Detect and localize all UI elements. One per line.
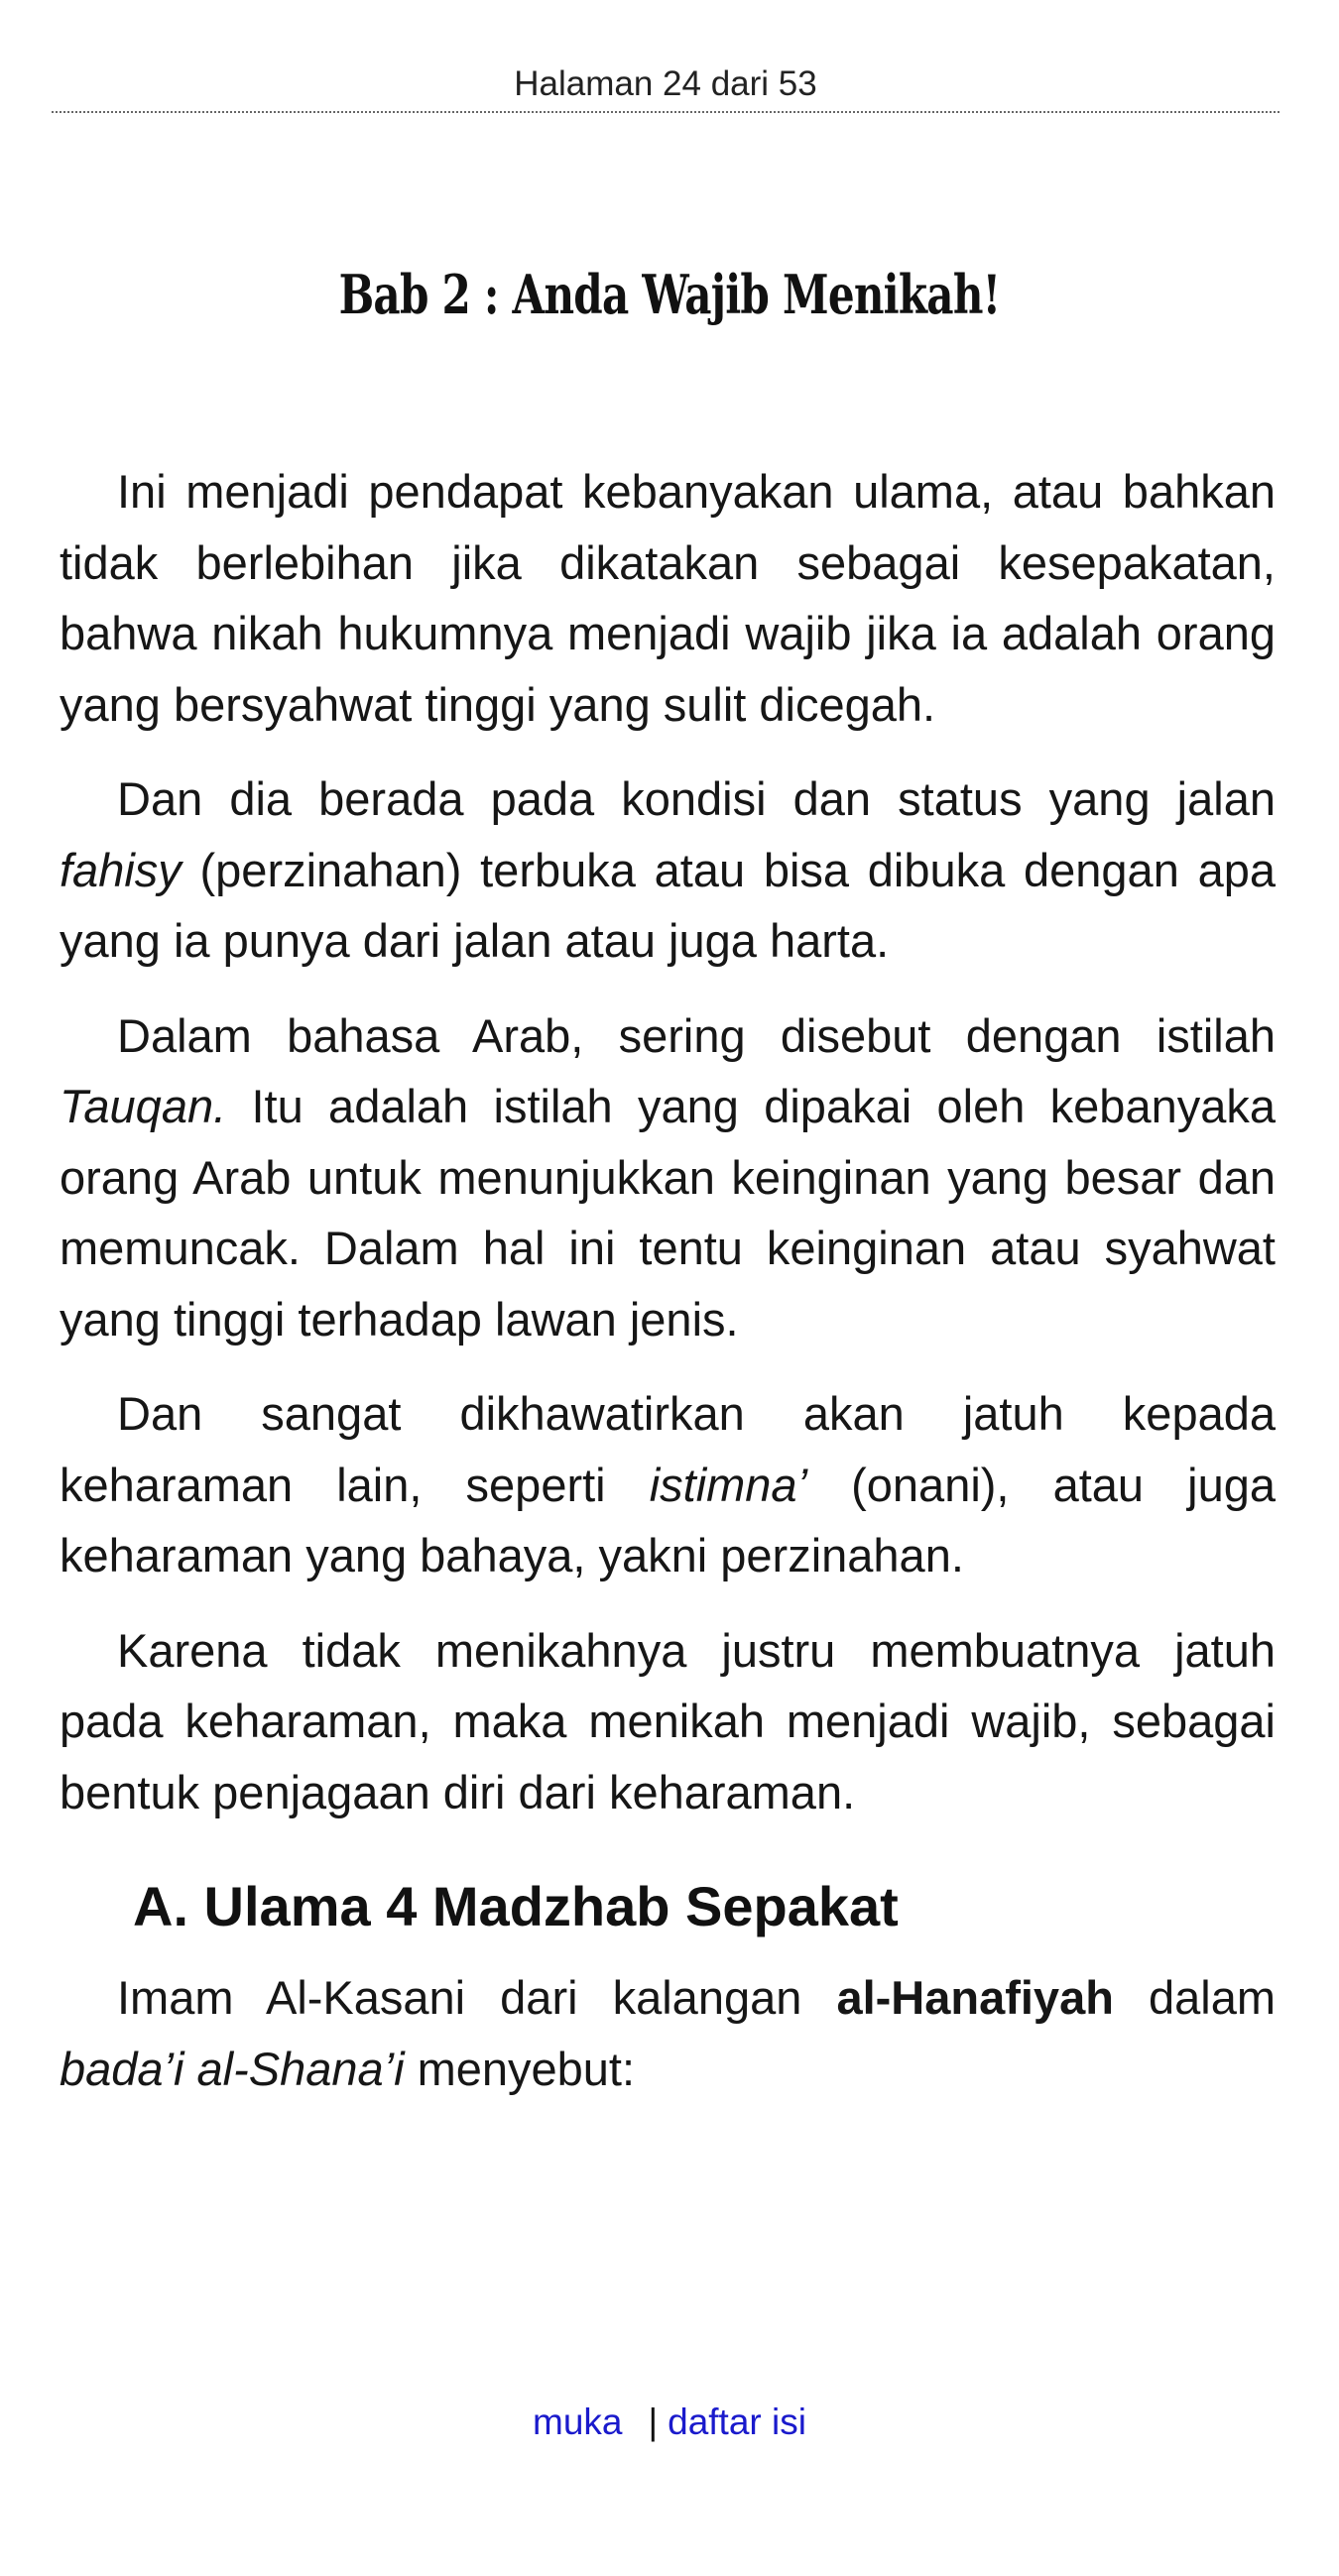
footer-separator: | (648, 2401, 659, 2442)
paragraph-2 (60, 763, 1276, 977)
page-number-label: Halaman 24 dari 53 (514, 64, 817, 103)
home-link[interactable]: muka (533, 2401, 623, 2442)
main-content (60, 456, 1276, 2104)
paragraph-2-text-end: (perzinahan) terbuka atau bisa dibuka dengan apa yang ia punya dari jalan atau juga harta. (60, 843, 1276, 967)
paragraph-4-text-end: (onani), atau juga keharaman yang bahaya, yakni perzinahan. (60, 1458, 1276, 1581)
paragraph-4 (60, 1378, 1276, 1591)
paragraph-3-text-end: Itu adalah istilah yang dipakai oleh kebanyaka orang Arab untuk menunjukkan keinginan yang besar dan memuncak. Dalam hal ini tentu keinginan atau syahwat yang tinggi terhadap lawan jenis. (60, 1080, 1276, 1346)
chapter-title: Bab 2 : Anda Wajib Menikah! (338, 263, 1001, 326)
paragraph-4-italic-term: istimna’ (649, 1458, 808, 1511)
paragraph-5: Karena tidak menikahnya justru membuatnya jatuh pada keharaman, maka menikah menjadi wajib, sebagai bentuk penjagaan diri dari keharaman. (60, 1623, 1276, 1818)
paragraph-3-italic-term: Tauqan. (60, 1080, 227, 1132)
section-paragraph-text-middle: dalam (1113, 1971, 1276, 2024)
paragraph-4-text-start: Dan sangat dikhawatirkan akan jatuh kepada keharaman lain, seperti (60, 1387, 1276, 1511)
section-paragraph-text-start: Imam Al-Kasani dari kalangan (117, 1971, 837, 2024)
paragraph-1: Ini menjadi pendapat kebanyakan ulama, atau bahkan tidak berlebihan jika dikatakan sebagai kesepakatan, bahwa nikah hukumnya menjadi wajib jika ia adalah orang yang bersyahwat tinggi yang sulit dicegah. (60, 465, 1276, 731)
section-heading: A. Ulama 4 Madzhab Sepakat (133, 1875, 899, 1937)
section-paragraph-italic-term: bada’i al-Shana’i (60, 2042, 405, 2095)
paragraph-2-italic-term: fahisy (60, 843, 182, 896)
table-of-contents-link[interactable]: daftar isi (668, 2401, 806, 2442)
page-header (52, 58, 1279, 113)
paragraph-2-text-start: Dan dia berada pada kondisi dan status yang jalan (117, 772, 1276, 825)
page-footer (0, 2398, 1339, 2447)
section-paragraph-bold-term: al-Hanafiyah (836, 1971, 1114, 2024)
paragraph-3 (60, 1000, 1276, 1355)
section-paragraph (60, 1962, 1276, 2104)
section-paragraph-text-end: menyebut: (404, 2042, 636, 2095)
paragraph-3-text-start: Dalam bahasa Arab, sering disebut dengan istilah (117, 1008, 1276, 1062)
